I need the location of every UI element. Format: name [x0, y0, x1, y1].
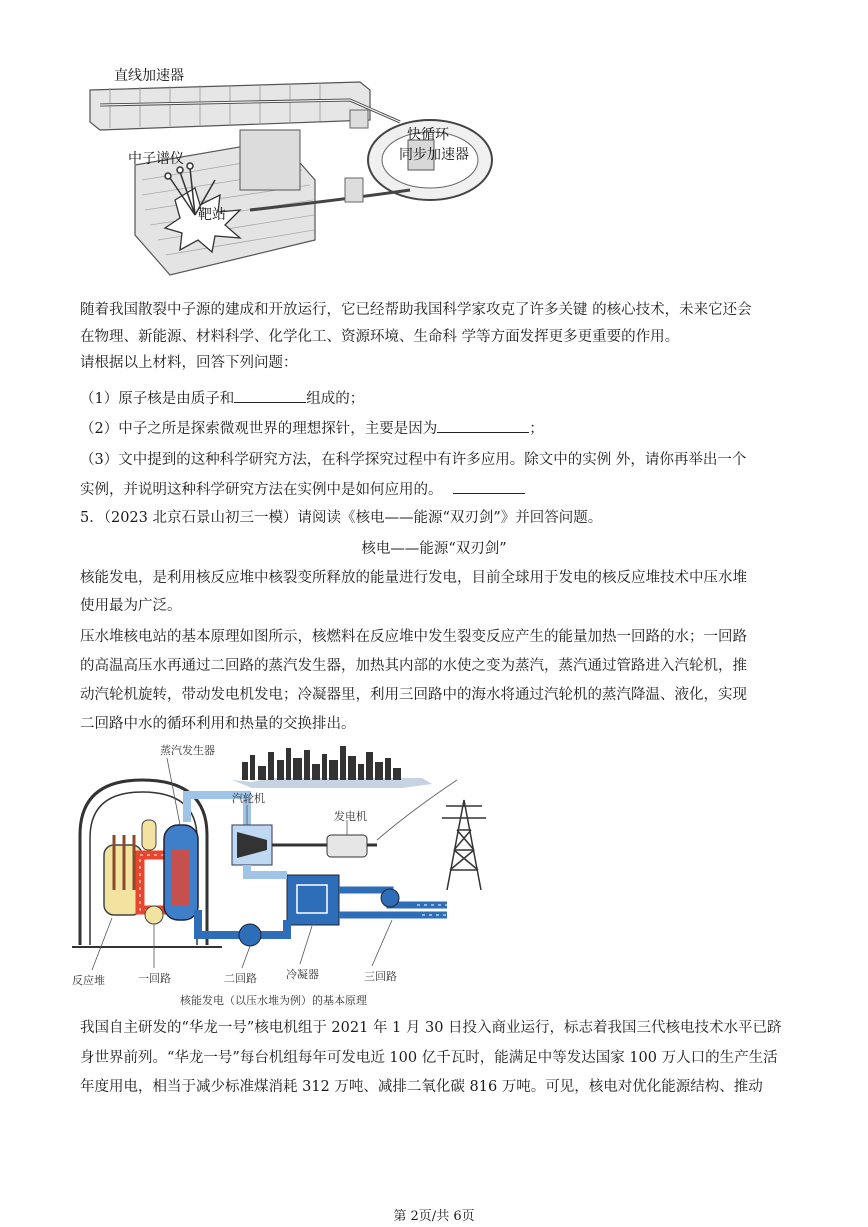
question-1-text-a: （1）原子核是由质子和 — [80, 391, 235, 407]
label-steam-generator: 蒸汽发生器 — [160, 744, 215, 757]
question-1 — [80, 388, 364, 409]
q5-p3-line-3: 年度用电，相当于减少标准煤消耗 312 万吨、减排二氧化碳 816 万吨。可见，核电对优化能源结构、推动 — [80, 1079, 763, 1095]
q5-p2-line-1: 压水堆核电站的基本原理如图所示，核燃料在反应堆中发生裂变反应产生的能量加热一回路的水；一回路 — [80, 629, 747, 645]
label-turbine: 汽轮机 — [232, 792, 265, 805]
answer-blank-2[interactable] — [437, 418, 529, 433]
passage-line-2: 在物理、新能源、材料科学、化学化工、资源环境、生命科 学等方面发挥更多更重要的作用。 — [80, 329, 680, 345]
label-ring-line2: 同步加速器 — [399, 147, 469, 163]
label-loop-1: 一回路 — [138, 972, 171, 985]
question-3-text: 实例，并说明这种科学研究方法在实例中是如何应用的。 — [80, 482, 443, 498]
answer-blank-1[interactable] — [234, 388, 306, 403]
question-1-text-b: 组成的； — [306, 391, 365, 407]
nuclear-plant-figure — [72, 740, 512, 1010]
question-3-line-2 — [80, 479, 525, 500]
question-2-text-a: （2）中子之所是探索微观世界的理想探针，主要是因为 — [80, 421, 438, 437]
figure-caption: 核能发电（以压水堆为例）的基本原理 — [180, 994, 367, 1007]
answer-blank-3[interactable] — [453, 479, 525, 494]
q5-p1-line-2: 使用最为广泛。 — [80, 598, 182, 614]
accelerator-drawing — [80, 60, 520, 290]
question-2 — [80, 418, 544, 439]
label-loop-2: 二回路 — [224, 972, 257, 985]
q5-p1-line-1: 核能发电，是利用核反应堆中核裂变所释放的能量进行发电，目前全球用于发电的核反应堆技术中压水堆 — [80, 570, 747, 586]
accelerator-figure — [80, 60, 520, 290]
page-footer: 第 2页/共 6页 — [393, 1209, 475, 1224]
label-linear-accelerator: 直线加速器 — [114, 68, 184, 84]
nuclear-plant-drawing — [72, 740, 512, 990]
q5-title: 核电——能源“双刃剑” — [361, 541, 507, 557]
label-reactor: 反应堆 — [72, 974, 105, 987]
q5-heading: 5．（2023 北京石景山初三一模）请阅读《核电——能源“双刃剑”》并回答问题。 — [80, 510, 603, 526]
q5-p3-line-2: 身世界前列。“华龙一号”每台机组每年可发电近 100 亿千瓦时，能满足中等发达国家 100 万人口的生产生活 — [80, 1050, 778, 1066]
q5-p2-line-2: 的高温高压水再通过二回路的蒸汽发生器，加热其内部的水使之变为蒸汽，蒸汽通过管路进入汽轮机，推 — [80, 658, 747, 674]
q5-p3-line-1: 我国自主研发的“华龙一号”核电机组于 2021 年 1 月 30 日投入商业运行，标志着我国三代核电技术水平已跻 — [80, 1020, 782, 1036]
q5-p2-line-3: 动汽轮机旋转，带动发电机发电；冷凝器里，利用三回路中的海水将通过汽轮机的蒸汽降温、液化，实现 — [80, 687, 747, 703]
q5-p2-line-4: 二回路中水的循环利用和热量的交换排出。 — [80, 716, 356, 732]
label-loop-3: 三回路 — [364, 970, 397, 983]
label-ring-line1: 快循环 — [407, 127, 449, 143]
label-spectrometer: 中子谱仪 — [128, 151, 184, 167]
label-target-station: 靶站 — [198, 207, 226, 223]
question-2-text-b: ； — [529, 421, 544, 437]
label-condenser: 冷凝器 — [286, 968, 319, 981]
passage-line-3: 请根据以上材料，回答下列问题： — [80, 355, 298, 371]
label-generator: 发电机 — [334, 810, 367, 823]
question-3-line-1: （3）文中提到的这种科学研究方法，在科学探究过程中有许多应用。除文中的实例 外，请你再举出一个 — [80, 452, 747, 468]
passage-line-1: 随着我国散裂中子源的建成和开放运行，它已经帮助我国科学家攻克了许多关键 的核心技术，未来它还会 — [80, 302, 752, 318]
